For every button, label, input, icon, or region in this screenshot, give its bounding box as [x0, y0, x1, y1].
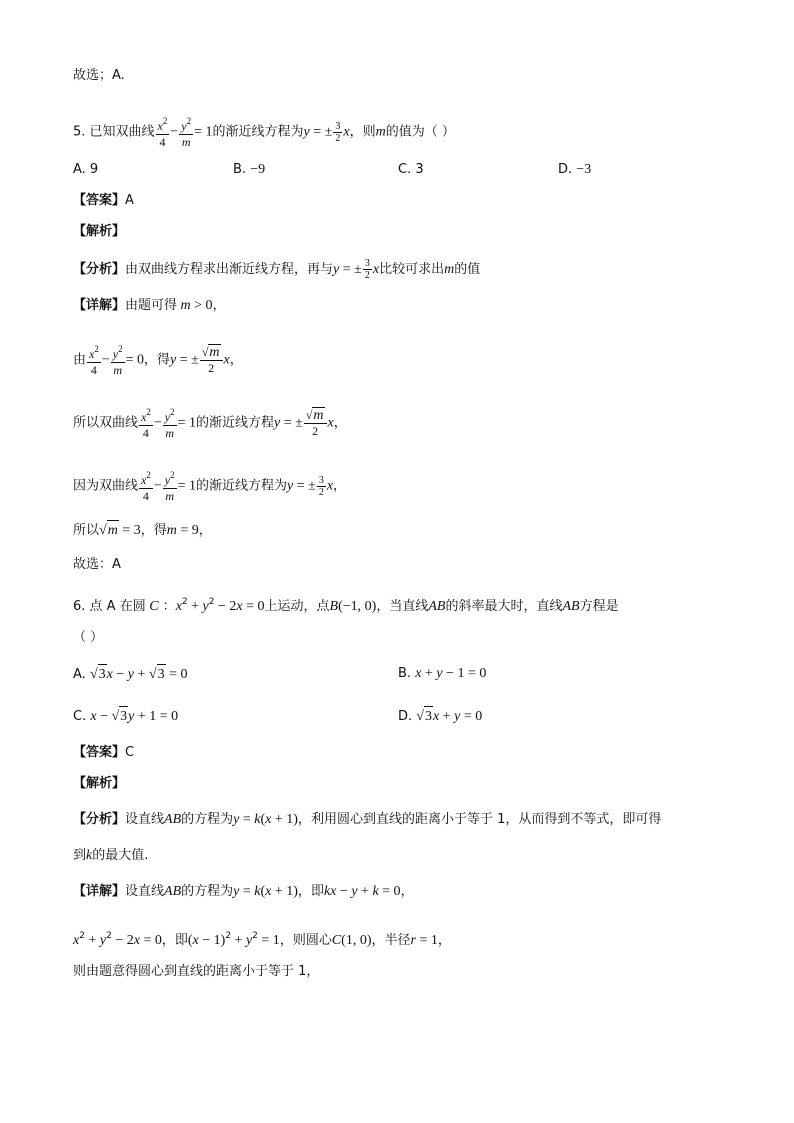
step-line: $x^2 + y^2 - 2x = 0$，即$(x - 1)^2 + y^2 = 1$，则圆心C(1, 0)，半径r = 1，	[73, 931, 451, 948]
paren-line: （ ）	[73, 630, 104, 645]
fenxi-line-cont: 到k的最大值.	[73, 848, 149, 863]
question-6: 6. 点 A 在圆 C ：$x^2 + y^2 - 2x = 0$上运动，点B(−1, 0)，当直线AB的斜率最大时，直线AB方程是	[73, 597, 619, 614]
xiangjie-line: 【详解】由题可得 m > 0，	[73, 298, 226, 313]
option-b: B. −9	[233, 162, 266, 177]
fenxi-line: 【分析】设直线AB的方程为y = k(x + 1)，利用圆心到直线的距离小于等于 1，从而得到不等式，即可得	[73, 812, 662, 827]
option-a: A. 9	[73, 162, 99, 177]
answer-line: 【答案】C	[73, 745, 135, 760]
analysis-label: 【解析】	[73, 224, 126, 239]
text-line: 故选；A.	[73, 68, 125, 83]
text-line: 故选：A	[73, 557, 121, 572]
step-line: 由 $\frac{x^2}{4}$ − $\frac{y^2}{m}$ = 0，得y = ± $\frac{√m}{2}$ x，	[73, 344, 243, 377]
analysis-label: 【解析】	[73, 776, 126, 791]
option-d: D. −3	[558, 162, 592, 177]
step-line: 因为双曲线 $\frac{x^2}{4}$ − $\frac{y^2}{m}$ = 1的渐近线方程为y = ± $\frac{3}{2}$ x，	[73, 470, 347, 503]
option-a: A. √3x − y + √3 = 0	[73, 664, 187, 685]
option-c: C. x − √3y + 1 = 0	[73, 706, 178, 727]
step-line: 所以双曲线 $\frac{x^2}{4}$ − $\frac{y^2}{m}$ = 1的渐近线方程y = ± $\frac{√m}{2}$ x，	[73, 407, 347, 440]
option-c: C. 3	[398, 162, 424, 177]
text-line: 则由题意得圆心到直线的距离小于等于 1，	[73, 964, 320, 979]
option-d: D. √3x + y = 0	[398, 706, 482, 727]
fenxi-line: 【分析】由双曲线方程求出渐近线方程，再与y = ± $\frac{3}{2}$ x比较可求出m的值	[73, 258, 481, 281]
question-5: 5. 已知双曲线 $\frac{x^2}{4}$ − $\frac{y^2}{m}$ = 1的渐近线方程为y = ± $\frac{3}{2}$ x，则m的值为（ ）	[73, 116, 455, 149]
step-line: 所以√m = 3，得m = 9，	[73, 520, 212, 541]
option-b: B. x + y − 1 = 0	[398, 666, 487, 681]
xiangjie-line: 【详解】设直线AB的方程为y = k(x + 1)，即kx − y + k = 0，	[73, 884, 414, 899]
answer-line: 【答案】A	[73, 193, 134, 208]
